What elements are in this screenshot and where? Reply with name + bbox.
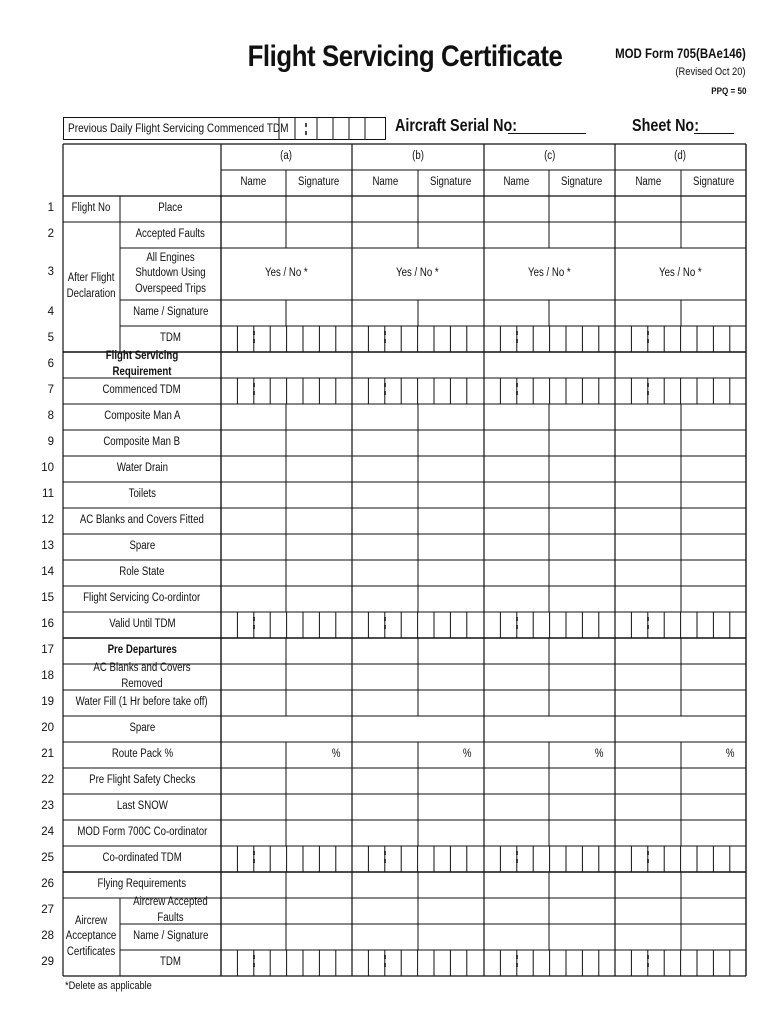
route-pack-percent-cell [715, 742, 745, 768]
row-number: 12 [41, 514, 54, 526]
row-label-cell [63, 846, 221, 872]
row-label-cell [63, 586, 221, 612]
row-label-cell [63, 560, 221, 586]
row-number: 4 [47, 306, 54, 318]
revision-date: (Revised Oct 20) [675, 66, 746, 78]
name-column-header: Name [635, 176, 661, 189]
route-pack-percent: % [725, 748, 735, 761]
row-label: Aircrew Accepted Faults [133, 896, 208, 924]
row-label: Accepted Faults [135, 228, 206, 241]
signature-column-header: Signature [561, 176, 603, 189]
row-label-cell [63, 820, 221, 846]
signature-column-header: Signature [430, 176, 472, 189]
row-label: All Engines Shutdown Using Overspeed Trips [135, 251, 206, 295]
column-group-label: (b) [412, 150, 424, 163]
row-number: 16 [41, 618, 54, 630]
row-number: 19 [41, 696, 54, 708]
signature-column-header-cell [549, 170, 615, 196]
row-label: Spare [129, 722, 155, 735]
row-number: 5 [47, 332, 54, 344]
aircraft-serial-label: Aircraft Serial No: [395, 115, 518, 135]
row-number: 22 [41, 774, 54, 786]
row-label: Toilets [128, 488, 156, 501]
row-label-cell [63, 690, 221, 716]
row-number: 10 [41, 462, 54, 474]
row-label: AC Blanks and Covers Fitted [79, 514, 205, 527]
row-label-cell [120, 248, 221, 300]
row-label-cell [120, 326, 221, 352]
row-number: 14 [41, 566, 54, 578]
yes-no-option-cell [221, 248, 352, 300]
name-column-header: Name [503, 176, 530, 189]
row-label-cell [120, 950, 221, 976]
row-label-cell [63, 742, 221, 768]
row-number: 27 [41, 904, 54, 916]
row-sublabel: Place [158, 202, 183, 215]
column-group-label-cell [221, 144, 352, 170]
row-number: 25 [41, 852, 54, 864]
row-number: 8 [47, 410, 54, 422]
name-column-header-cell [484, 170, 549, 196]
form-number: MOD Form 705(BAe146) [615, 46, 746, 61]
route-pack-percent-cell [584, 742, 614, 768]
row-label-cell [63, 430, 221, 456]
row-label-cell [63, 534, 221, 560]
column-group-label-cell [352, 144, 484, 170]
row-number: 11 [42, 488, 54, 500]
route-pack-percent: % [462, 748, 472, 761]
name-column-header: Name [372, 176, 398, 189]
row-number: 17 [41, 644, 54, 656]
row-label-cell [63, 482, 221, 508]
row-label: AC Blanks and Covers Removed [93, 662, 191, 690]
aircrew-acceptance-label-cell [63, 898, 120, 976]
ppq-value: PPQ = 50 [710, 86, 746, 97]
row-label-cell [63, 508, 221, 534]
sheet-number-label: Sheet No: [632, 115, 699, 135]
row-label-cell [63, 196, 120, 222]
yes-no-option: Yes / No * [265, 267, 308, 280]
route-pack-percent: % [594, 748, 604, 761]
row-label-cell [63, 638, 221, 664]
column-group-label: (c) [543, 150, 556, 163]
form-title: Flight Servicing Certificate [247, 40, 563, 73]
row-label-cell [120, 898, 221, 924]
row-label: Co-ordinated TDM [102, 852, 182, 865]
yes-no-option-cell [352, 248, 483, 300]
row-number: 9 [47, 436, 54, 448]
column-group-label: (d) [674, 150, 687, 163]
aircrew-acceptance-label: Aircrew Acceptance Certificates [66, 914, 117, 958]
row-label: Composite Man A [103, 410, 181, 423]
yes-no-option-cell [484, 248, 615, 300]
previous-tdm-label: Previous Daily Flight Servicing Commenced TDM [68, 121, 289, 135]
row-label: Valid Until TDM [108, 618, 176, 631]
signature-column-header: Signature [298, 176, 340, 189]
row-number: 20 [41, 722, 54, 734]
row-label: Name / Signature [132, 930, 209, 943]
row-label: Commenced TDM [102, 384, 182, 397]
row-number: 18 [41, 670, 54, 682]
row-sublabel-cell [120, 196, 221, 222]
row-label-cell [63, 872, 221, 898]
row-label: Spare [129, 540, 155, 553]
row-number: 28 [41, 930, 54, 942]
footnote: *Delete as applicable [65, 980, 152, 992]
row-label: Flight Servicing Co-ordintor [83, 592, 201, 605]
row-number: 3 [47, 266, 54, 278]
column-group-label: (a) [280, 150, 293, 163]
row-label: Name / Signature [132, 306, 209, 319]
yes-no-option: Yes / No * [528, 267, 571, 280]
signature-column-header-cell [286, 170, 352, 196]
column-group-label-cell [615, 144, 746, 170]
row-number: 6 [47, 358, 54, 370]
name-column-header-cell [615, 170, 681, 196]
row-number: 26 [41, 878, 54, 890]
row-label-cell [63, 404, 221, 430]
row-label-cell [63, 716, 221, 742]
row-label: Composite Man B [103, 436, 181, 449]
row-label-cell [63, 768, 221, 794]
row-number: 24 [41, 826, 54, 838]
row-label: Pre Flight Safety Checks [88, 774, 196, 787]
yes-no-option: Yes / No * [396, 267, 439, 280]
yes-no-option: Yes / No * [659, 267, 702, 280]
row-number: 7 [47, 384, 54, 396]
route-pack-percent: % [331, 748, 341, 761]
row-label: Role State [119, 566, 165, 579]
yes-no-option-cell [615, 248, 746, 300]
row-label: Water Drain [116, 462, 168, 475]
row-label-cell [63, 664, 221, 690]
row-label-cell [120, 300, 221, 326]
after-flight-declaration-label: After Flight Declaration [67, 272, 116, 300]
row-label-cell [63, 794, 221, 820]
signature-column-header-cell [418, 170, 484, 196]
name-column-header-cell [221, 170, 286, 196]
row-label: Last SNOW [116, 800, 168, 813]
row-label: TDM [160, 332, 181, 345]
name-column-header: Name [240, 176, 267, 189]
row-number: 23 [41, 800, 54, 812]
row-label: Flight No [72, 202, 111, 215]
row-label: Water Fill (1 Hr before take off) [75, 696, 209, 709]
row-number: 21 [41, 748, 54, 760]
row-label: Pre Departures [107, 644, 177, 657]
column-group-label-cell [484, 144, 615, 170]
signature-column-header: Signature [692, 176, 735, 189]
row-number: 15 [41, 592, 54, 604]
row-label-cell [120, 924, 221, 950]
row-label: MOD Form 700C Co-ordinator [77, 826, 207, 839]
row-number: 29 [41, 956, 54, 968]
route-pack-percent-cell [452, 742, 482, 768]
row-label-cell [63, 378, 221, 404]
name-column-header-cell [352, 170, 418, 196]
row-label-cell [120, 222, 221, 248]
aircraft-serial-field[interactable] [508, 133, 586, 134]
sheet-number-field[interactable] [694, 133, 734, 134]
row-label-cell [63, 612, 221, 638]
row-label: Flight Servicing Requirement [105, 350, 179, 378]
row-label: TDM [160, 956, 181, 969]
signature-column-header-cell [681, 170, 746, 196]
route-pack-percent-cell [321, 742, 351, 768]
row-label-cell [63, 456, 221, 482]
row-label: Flying Requirements [97, 878, 187, 891]
after-flight-declaration-label-cell [63, 222, 120, 352]
row-number: 13 [41, 540, 54, 552]
row-number: 1 [47, 202, 54, 214]
row-label: Route Pack % [111, 748, 173, 761]
row-label-cell [63, 352, 221, 378]
row-number: 2 [47, 228, 54, 240]
